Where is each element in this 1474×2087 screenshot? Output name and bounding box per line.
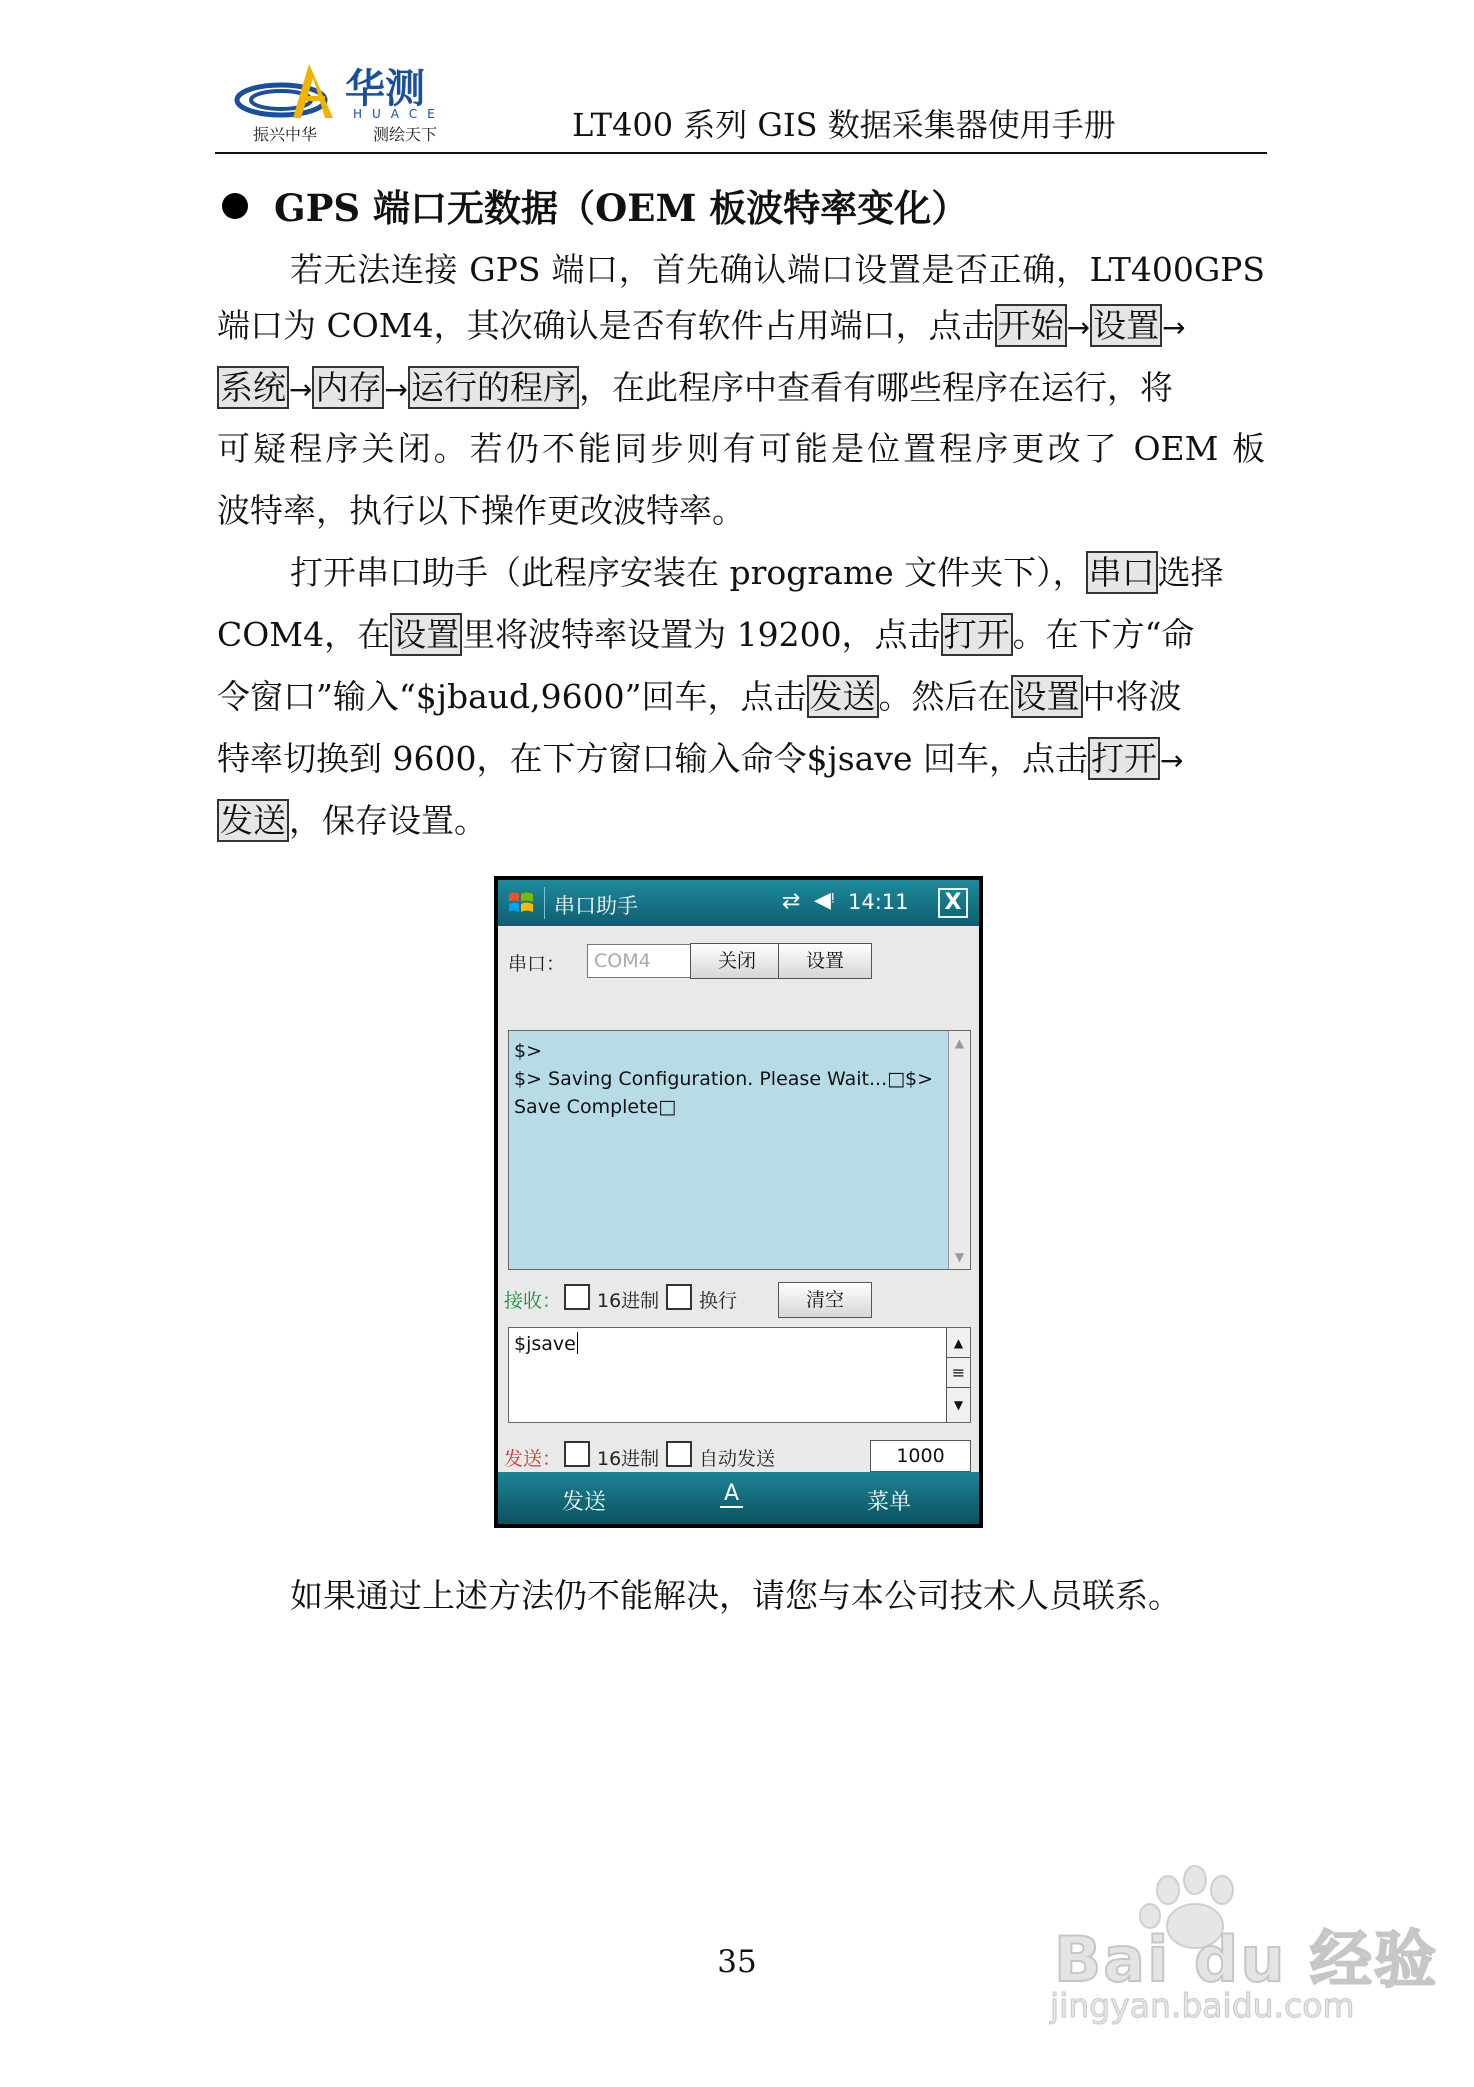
arrow-icon: → xyxy=(289,373,313,406)
scroll-up-icon[interactable]: ▲ xyxy=(954,1036,965,1050)
send-hex-label: 16进制 xyxy=(597,1448,660,1470)
section-heading xyxy=(222,178,968,232)
scroll-down-icon[interactable]: ▼ xyxy=(953,1398,964,1412)
menu-ref-send: 发送 xyxy=(217,799,289,842)
input-scrollbar[interactable] xyxy=(946,1328,970,1422)
device-screenshot xyxy=(494,876,983,1528)
send-label: 发送： xyxy=(504,1448,562,1470)
menu-ref-start: 开始 xyxy=(995,304,1067,347)
paragraph-2-line-3: 令窗口”输入“$jbaud,9600”回车，点击发送。然后在设置中将波 xyxy=(217,677,1182,716)
auto-send-interval-input[interactable]: 1000 xyxy=(870,1440,971,1472)
menu-ref-serial-port: 串口 xyxy=(1086,551,1158,594)
paragraph-2-line-5: 发送，保存设置。 xyxy=(217,796,1265,846)
auto-send-label: 自动发送 xyxy=(699,1448,776,1470)
output-scrollbar[interactable] xyxy=(948,1031,970,1269)
clear-button[interactable]: 清空 xyxy=(778,1282,872,1318)
paragraph-2-line-2: COM4，在设置里将波特率设置为 19200，点击打开。在下方“命 xyxy=(217,615,1195,654)
auto-send-checkbox[interactable] xyxy=(666,1441,692,1467)
paragraph-1-line-2: 端口为 COM4，其次确认是否有软件占用端口，点击开始 →设置 → xyxy=(217,306,1186,345)
arrow-icon: → xyxy=(1159,744,1184,777)
input-method-icon[interactable]: A xyxy=(720,1482,743,1508)
manual-title: LT400 系列 GIS 数据采集器使用手册 xyxy=(572,106,1116,144)
arrow-icon: → xyxy=(1162,311,1186,344)
paragraph-1-line-5: 波特率，执行以下操作更改波特率。 xyxy=(217,491,745,530)
menu-softkey[interactable]: 菜单 xyxy=(867,1490,912,1515)
clock[interactable]: 14:11 xyxy=(848,890,909,914)
logo-slogan-left: 振兴中华 xyxy=(253,125,318,144)
menu-ref-settings: 设置 xyxy=(1011,675,1083,718)
port-select-value: COM4 xyxy=(594,950,651,972)
watermark-url: jingyan.baidu.com xyxy=(1050,1986,1355,2025)
command-input-text: $jsave xyxy=(514,1333,576,1355)
logo-latin-text: HUACE xyxy=(353,107,445,121)
softkey-bar xyxy=(498,1472,979,1524)
paragraph-2-line-4: 特率切换到 9600，在下方窗口输入命令$jsave 回车，点击打开 → xyxy=(217,739,1184,778)
menu-ref-memory: 内存 xyxy=(312,366,384,409)
receive-newline-checkbox[interactable] xyxy=(666,1284,692,1310)
command-input[interactable] xyxy=(508,1327,971,1423)
paragraph-1-line-4: 可疑程序关闭。若仍不能同步则有可能是位置程序更改了 OEM 板 xyxy=(217,429,1265,468)
scroll-down-icon[interactable]: ▼ xyxy=(954,1250,965,1264)
output-log[interactable] xyxy=(508,1030,971,1270)
send-softkey[interactable]: 发送 xyxy=(562,1490,607,1515)
connectivity-icon[interactable]: ⇄ xyxy=(782,889,801,914)
arrow-icon: → xyxy=(384,373,408,406)
arrow-icon: → xyxy=(1066,311,1091,344)
output-log-text: $> $> Saving Configuration. Please Wait...□$> Save Complete□ xyxy=(514,1040,934,1118)
titlebar-separator xyxy=(544,887,545,919)
serial-assistant-window xyxy=(498,926,979,1472)
paragraph-1-line-1: 若无法连接 GPS 端口，首先确认端口设置是否正确，LT400GPS xyxy=(290,250,1265,289)
volume-icon[interactable]: ◀ᵎ xyxy=(814,888,835,913)
page-header xyxy=(215,48,1267,154)
baidu-jingyan-watermark xyxy=(1040,1858,1440,2058)
page-number: 35 xyxy=(717,1944,757,1980)
close-port-button[interactable]: 关闭 xyxy=(690,943,784,979)
windows-start-icon[interactable] xyxy=(506,888,536,918)
receive-newline-label: 换行 xyxy=(699,1290,738,1312)
menu-ref-open: 打开 xyxy=(1088,737,1160,780)
app-title: 串口助手 xyxy=(554,894,638,918)
settings-button[interactable]: 设置 xyxy=(778,943,872,979)
bullet-icon xyxy=(222,193,248,219)
menu-ref-running-programs: 运行的程序 xyxy=(408,366,579,409)
paragraph-2-line-1: 打开串口助手（此程序安装在 programe 文件夹下），串口选择 xyxy=(290,553,1224,592)
paragraph-1-line-3: 系统 →内存 →运行的程序，在此程序中查看有哪些程序在运行，将 xyxy=(217,363,1265,413)
close-icon[interactable]: X xyxy=(938,888,968,918)
scroll-up-icon[interactable]: ▲ xyxy=(947,1328,970,1358)
menu-ref-settings: 设置 xyxy=(1090,304,1162,347)
huace-logo xyxy=(231,56,481,146)
receive-hex-checkbox[interactable] xyxy=(564,1284,590,1310)
logo-slogan-right: 测绘天下 xyxy=(373,125,438,144)
receive-label: 接收： xyxy=(504,1290,562,1312)
send-hex-checkbox[interactable] xyxy=(564,1441,590,1467)
port-label: 串口： xyxy=(508,953,566,975)
closing-sentence: 如果通过上述方法仍不能解决，请您与本公司技术人员联系。 xyxy=(290,1576,1181,1615)
receive-hex-label: 16进制 xyxy=(597,1290,660,1312)
logo-brand-text: 华测 xyxy=(345,66,425,112)
menu-ref-settings: 设置 xyxy=(390,613,462,656)
section-heading-text: GPS 端口无数据（OEM 板波特率变化） xyxy=(274,186,969,230)
menu-ref-open: 打开 xyxy=(941,613,1013,656)
scroll-thumb-icon[interactable]: ≡ xyxy=(947,1358,970,1388)
menu-ref-system: 系统 xyxy=(217,366,289,409)
header-divider xyxy=(215,152,1267,154)
menu-ref-send: 发送 xyxy=(807,675,879,718)
device-titlebar xyxy=(498,880,979,926)
watermark-brand: Bai du 经验 xyxy=(1054,1923,1439,1996)
